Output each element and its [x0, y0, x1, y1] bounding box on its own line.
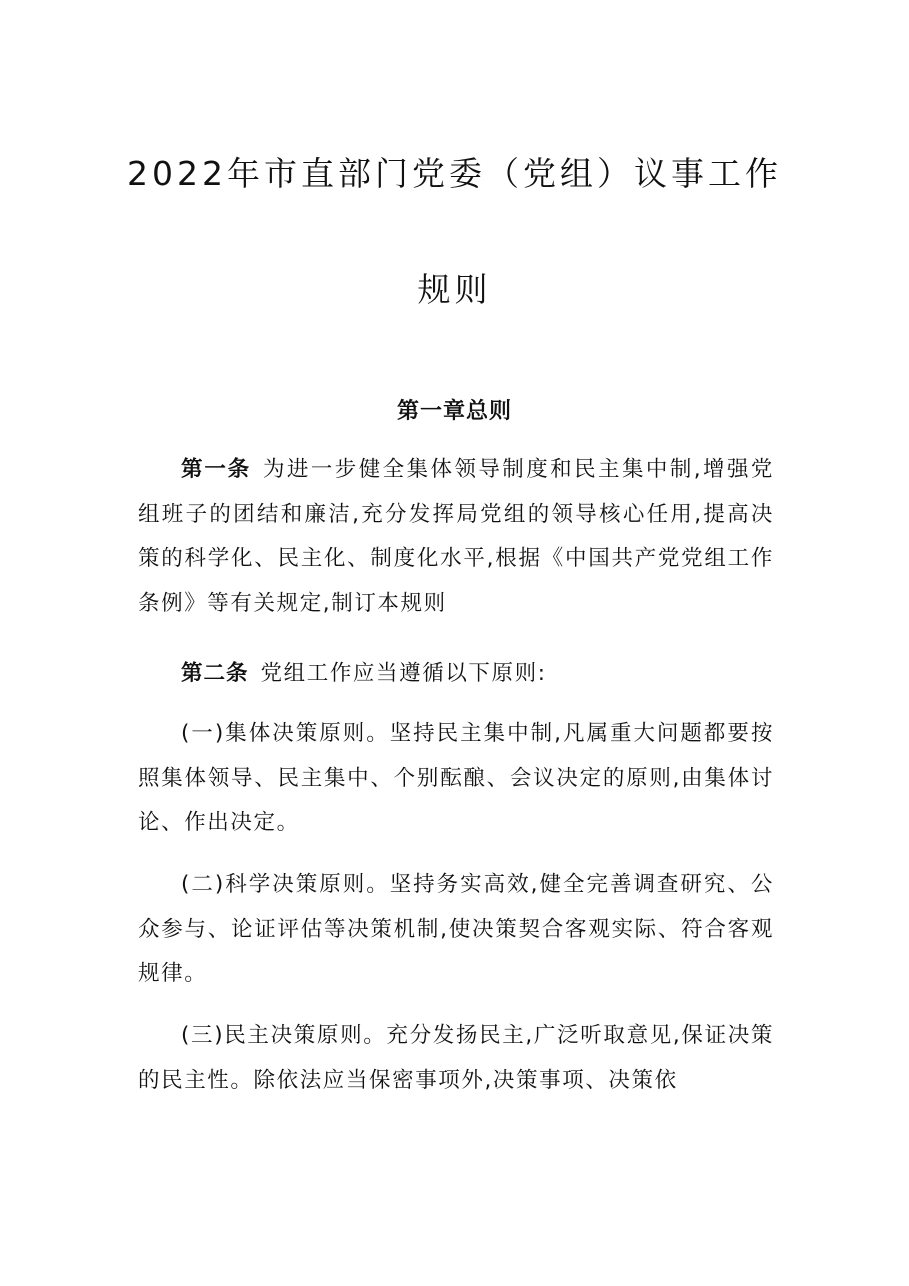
chapter-heading: 第一章总则: [396, 399, 512, 424]
principle-1-text: (一)集体决策原则。坚持民主集中制,凡属重大问题都要按照集体领导、民主集中、个别酝酿、会议决定的原则,由集体讨论、作出决定。: [138, 721, 774, 835]
article-2-text: 党组工作应当遵循以下原则:: [260, 661, 547, 686]
article-2-label: 第二条: [181, 661, 249, 686]
article-1-text: 为进一步健全集体领导制度和民主集中制,增强党组班子的团结和廉洁,充分发挥局党组的领导核心任用,提高决策的科学化、民主化、制度化水平,根据《中国共产党党组工作条例》等有关规定,制订本规则: [138, 457, 774, 616]
principle-1-paragraph: [138, 712, 774, 846]
document-title-line-2: 规则: [417, 270, 492, 309]
principle-2-paragraph: [138, 863, 774, 997]
article-1-label: 第一条: [181, 457, 251, 482]
principle-3-paragraph: [138, 1014, 774, 1103]
document-title-line-1: 2022年市直部门党委（党组）议事工作: [127, 154, 782, 193]
article-1-paragraph: [138, 448, 774, 626]
principle-2-text: (二)科学决策原则。坚持务实高效,健全完善调查研究、公众参与、论证评估等决策机制,使决策契合客观实际、符合客观规律。: [138, 872, 774, 986]
principle-3-text: (三)民主决策原则。充分发扬民主,广泛听取意见,保证决策的民主性。除依法应当保密事项外,决策事项、决策依: [138, 1023, 774, 1093]
article-2-paragraph: [138, 652, 774, 697]
